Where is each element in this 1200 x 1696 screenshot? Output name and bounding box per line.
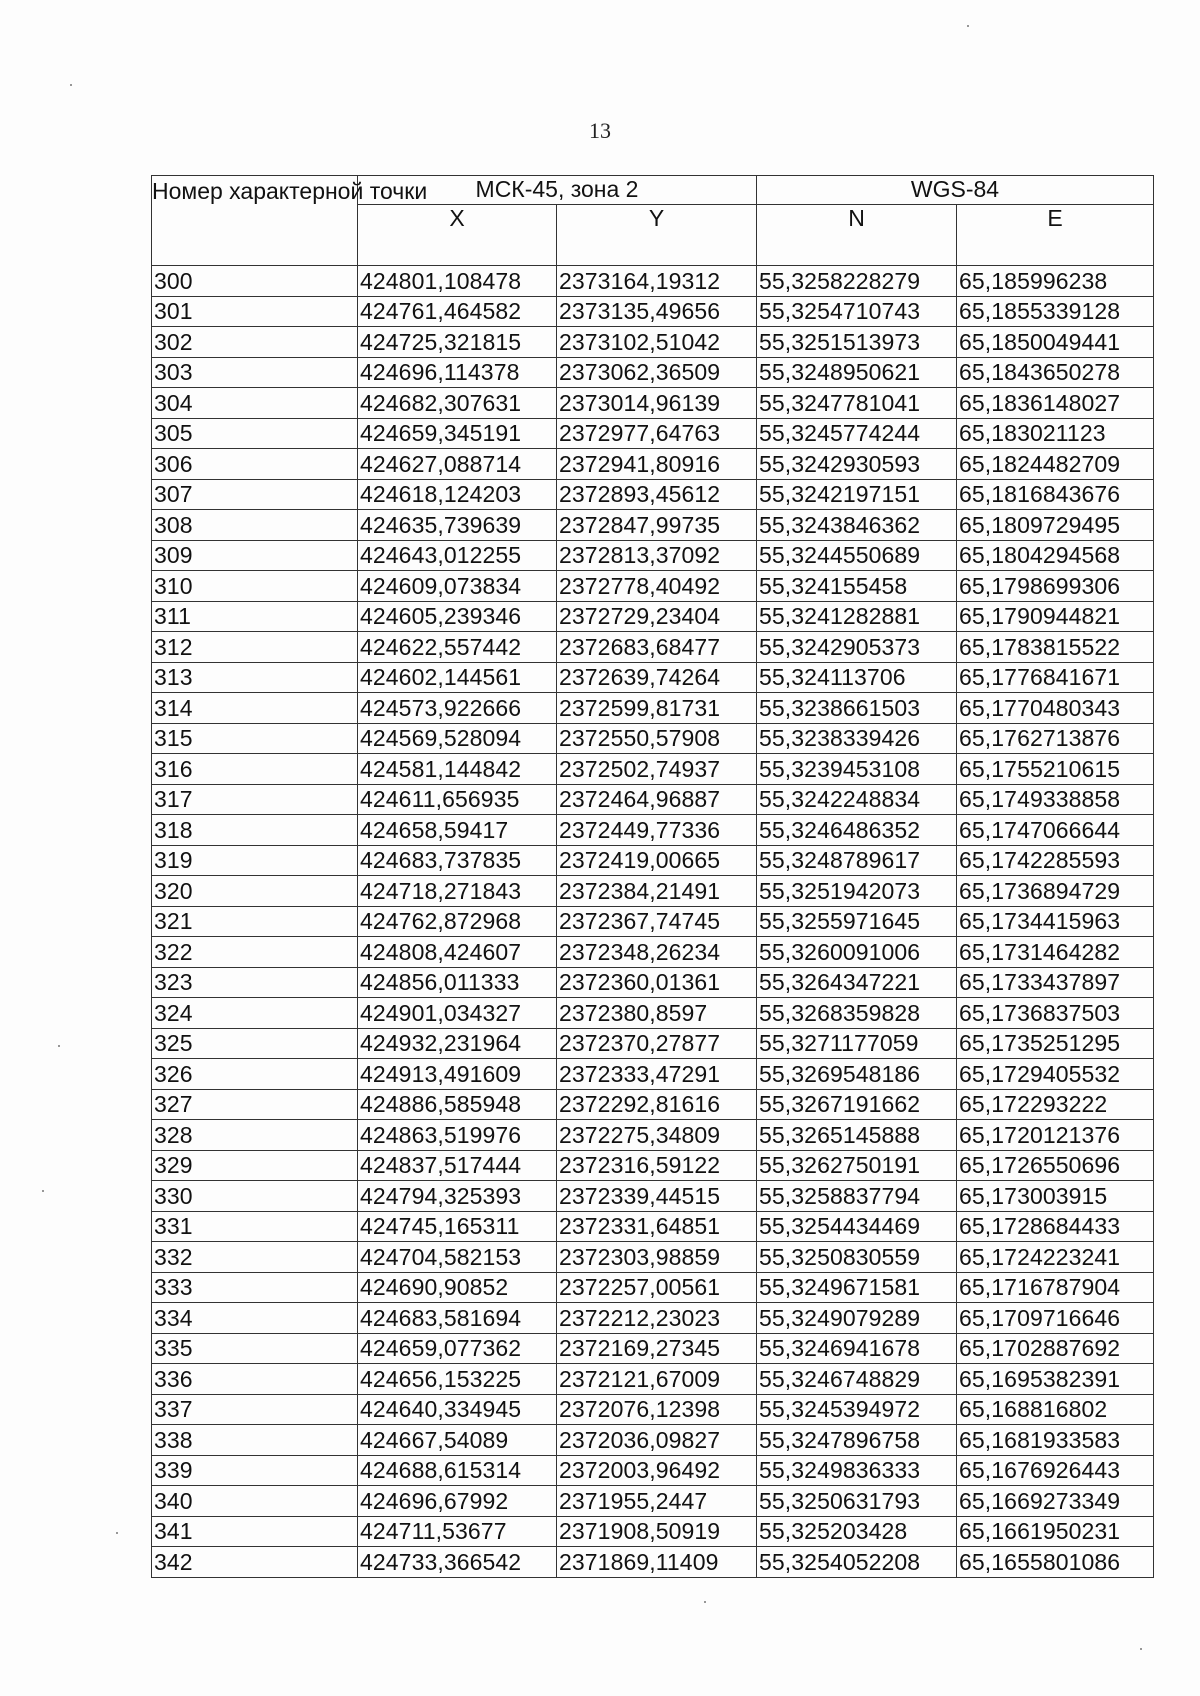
table-row: [152, 1272, 1154, 1303]
y-cell: 2372316,59122: [557, 1150, 757, 1181]
table-row: [152, 357, 1154, 388]
table-row: [152, 1333, 1154, 1364]
n-cell: 55,3254434469: [757, 1211, 957, 1242]
n-cell: 55,324113706: [757, 662, 957, 693]
n-cell: 55,3242197151: [757, 479, 957, 510]
y-cell: 2372449,77336: [557, 815, 757, 846]
e-cell: 65,1681933583: [957, 1425, 1154, 1456]
scan-speck: [70, 84, 72, 86]
n-cell: 55,3241282881: [757, 601, 957, 632]
x-cell: 424696,114378: [358, 357, 557, 388]
x-cell: 424932,231964: [358, 1028, 557, 1059]
y-cell: 2372502,74937: [557, 754, 757, 785]
table-row: [152, 601, 1154, 632]
table-row: [152, 937, 1154, 968]
e-cell: 65,1855339128: [957, 296, 1154, 327]
x-cell: 424627,088714: [358, 449, 557, 480]
table-row: [152, 906, 1154, 937]
x-cell: 424667,54089: [358, 1425, 557, 1456]
x-cell: 424622,557442: [358, 632, 557, 663]
point-number-cell: 302: [152, 327, 358, 358]
e-cell: 65,1824482709: [957, 449, 1154, 480]
point-number-cell: 340: [152, 1486, 358, 1517]
point-number-cell: 338: [152, 1425, 358, 1456]
point-number-cell: 309: [152, 540, 358, 571]
e-cell: 65,1776841671: [957, 662, 1154, 693]
y-cell: 2372639,74264: [557, 662, 757, 693]
n-cell: 55,3268359828: [757, 998, 957, 1029]
e-cell: 65,1733437897: [957, 967, 1154, 998]
table-row: [152, 1516, 1154, 1547]
y-cell: 2372257,00561: [557, 1272, 757, 1303]
y-cell: 2372683,68477: [557, 632, 757, 663]
y-cell: 2372464,96887: [557, 784, 757, 815]
point-number-cell: 330: [152, 1181, 358, 1212]
e-cell: 65,1843650278: [957, 357, 1154, 388]
x-cell: 424745,165311: [358, 1211, 557, 1242]
x-cell: 424605,239346: [358, 601, 557, 632]
point-number-cell: 320: [152, 876, 358, 907]
e-cell: 65,1836148027: [957, 388, 1154, 419]
x-cell: 424808,424607: [358, 937, 557, 968]
header-point-number: Номер характерной точки: [152, 176, 358, 266]
n-cell: 55,3251942073: [757, 876, 957, 907]
point-number-cell: 341: [152, 1516, 358, 1547]
y-cell: 2373164,19312: [557, 266, 757, 297]
x-cell: 424683,737835: [358, 845, 557, 876]
table-row: [152, 1547, 1154, 1578]
x-cell: 424682,307631: [358, 388, 557, 419]
table-row: [152, 510, 1154, 541]
x-cell: 424837,517444: [358, 1150, 557, 1181]
table-row: [152, 815, 1154, 846]
point-number-cell: 306: [152, 449, 358, 480]
n-cell: 55,3264347221: [757, 967, 957, 998]
table-row: [152, 1486, 1154, 1517]
x-cell: 424801,108478: [358, 266, 557, 297]
e-cell: 65,1676926443: [957, 1455, 1154, 1486]
x-cell: 424683,581694: [358, 1303, 557, 1334]
scan-speck: [704, 1601, 706, 1603]
x-cell: 424901,034327: [358, 998, 557, 1029]
table-row: [152, 632, 1154, 663]
table-row: [152, 266, 1154, 297]
table-row: [152, 1059, 1154, 1090]
n-cell: 55,3243846362: [757, 510, 957, 541]
n-cell: 55,3238661503: [757, 693, 957, 724]
e-cell: 65,168816802: [957, 1394, 1154, 1425]
point-number-cell: 326: [152, 1059, 358, 1090]
x-cell: 424609,073834: [358, 571, 557, 602]
e-cell: 65,1850049441: [957, 327, 1154, 358]
point-number-cell: 325: [152, 1028, 358, 1059]
e-cell: 65,1755210615: [957, 754, 1154, 785]
point-number-cell: 314: [152, 693, 358, 724]
point-number-cell: 318: [152, 815, 358, 846]
x-cell: 424573,922666: [358, 693, 557, 724]
table-row: [152, 1211, 1154, 1242]
x-cell: 424656,153225: [358, 1364, 557, 1395]
n-cell: 55,3267191662: [757, 1089, 957, 1120]
y-cell: 2371908,50919: [557, 1516, 757, 1547]
e-cell: 65,1783815522: [957, 632, 1154, 663]
e-cell: 65,1726550696: [957, 1150, 1154, 1181]
e-cell: 65,1716787904: [957, 1272, 1154, 1303]
point-number-cell: 300: [152, 266, 358, 297]
point-number-cell: 313: [152, 662, 358, 693]
n-cell: 55,3250631793: [757, 1486, 957, 1517]
y-cell: 2372419,00665: [557, 845, 757, 876]
n-cell: 55,3271177059: [757, 1028, 957, 1059]
point-number-cell: 311: [152, 601, 358, 632]
n-cell: 55,3242930593: [757, 449, 957, 480]
x-cell: 424640,334945: [358, 1394, 557, 1425]
y-cell: 2371955,2447: [557, 1486, 757, 1517]
e-cell: 65,1729405532: [957, 1059, 1154, 1090]
x-cell: 424688,615314: [358, 1455, 557, 1486]
point-number-cell: 339: [152, 1455, 358, 1486]
point-number-cell: 317: [152, 784, 358, 815]
y-cell: 2372212,23023: [557, 1303, 757, 1334]
page-number: 13: [589, 118, 611, 143]
table-body: [152, 266, 1154, 1578]
header-msk-45-zone-2: МСК-45, зона 2: [358, 176, 757, 205]
table-row: [152, 1425, 1154, 1456]
point-number-cell: 315: [152, 723, 358, 754]
table-row: [152, 571, 1154, 602]
y-cell: 2372331,64851: [557, 1211, 757, 1242]
y-cell: 2372380,8597: [557, 998, 757, 1029]
y-cell: 2372275,34809: [557, 1120, 757, 1151]
e-cell: 65,1816843676: [957, 479, 1154, 510]
y-cell: 2372367,74745: [557, 906, 757, 937]
header-n: N: [757, 205, 957, 266]
table-row: [152, 754, 1154, 785]
e-cell: 65,1749338858: [957, 784, 1154, 815]
point-number-cell: 337: [152, 1394, 358, 1425]
point-number-cell: 327: [152, 1089, 358, 1120]
x-cell: 424762,872968: [358, 906, 557, 937]
n-cell: 55,3265145888: [757, 1120, 957, 1151]
e-cell: 65,1770480343: [957, 693, 1154, 724]
y-cell: 2372003,96492: [557, 1455, 757, 1486]
table-row: [152, 388, 1154, 419]
point-number-cell: 335: [152, 1333, 358, 1364]
y-cell: 2372977,64763: [557, 418, 757, 449]
e-cell: 65,172293222: [957, 1089, 1154, 1120]
n-cell: 55,325203428: [757, 1516, 957, 1547]
point-number-cell: 331: [152, 1211, 358, 1242]
e-cell: 65,1695382391: [957, 1364, 1154, 1395]
y-cell: 2373135,49656: [557, 296, 757, 327]
table-row: [152, 1303, 1154, 1334]
table-row: [152, 1028, 1154, 1059]
point-number-cell: 321: [152, 906, 358, 937]
e-cell: 65,1655801086: [957, 1547, 1154, 1578]
n-cell: 55,3262750191: [757, 1150, 957, 1181]
header-y: Y: [557, 205, 757, 266]
table-row: [152, 418, 1154, 449]
n-cell: 55,3242905373: [757, 632, 957, 663]
n-cell: 55,3245774244: [757, 418, 957, 449]
n-cell: 55,3242248834: [757, 784, 957, 815]
e-cell: 65,183021123: [957, 418, 1154, 449]
n-cell: 55,3246486352: [757, 815, 957, 846]
n-cell: 55,3248950621: [757, 357, 957, 388]
e-cell: 65,1735251295: [957, 1028, 1154, 1059]
e-cell: 65,1747066644: [957, 815, 1154, 846]
e-cell: 65,1728684433: [957, 1211, 1154, 1242]
point-number-cell: 310: [152, 571, 358, 602]
n-cell: 55,3258837794: [757, 1181, 957, 1212]
table-row: [152, 1394, 1154, 1425]
e-cell: 65,1798699306: [957, 571, 1154, 602]
n-cell: 55,324155458: [757, 571, 957, 602]
table-row: [152, 1089, 1154, 1120]
point-number-cell: 305: [152, 418, 358, 449]
x-cell: 424704,582153: [358, 1242, 557, 1273]
point-number-cell: 342: [152, 1547, 358, 1578]
scan-speck: [1140, 1648, 1142, 1650]
n-cell: 55,3247896758: [757, 1425, 957, 1456]
y-cell: 2373102,51042: [557, 327, 757, 358]
table-row: [152, 1364, 1154, 1395]
e-cell: 65,185996238: [957, 266, 1154, 297]
point-number-cell: 332: [152, 1242, 358, 1273]
n-cell: 55,3260091006: [757, 937, 957, 968]
n-cell: 55,3255971645: [757, 906, 957, 937]
n-cell: 55,3254052208: [757, 1547, 957, 1578]
x-cell: 424618,124203: [358, 479, 557, 510]
y-cell: 2372348,26234: [557, 937, 757, 968]
e-cell: 65,1736837503: [957, 998, 1154, 1029]
n-cell: 55,3254710743: [757, 296, 957, 327]
header-x: X: [358, 205, 557, 266]
e-cell: 65,1724223241: [957, 1242, 1154, 1273]
point-number-cell: 319: [152, 845, 358, 876]
n-cell: 55,3269548186: [757, 1059, 957, 1090]
table-row: [152, 1242, 1154, 1273]
table-row: [152, 1455, 1154, 1486]
header-e: E: [957, 205, 1154, 266]
point-number-cell: 336: [152, 1364, 358, 1395]
x-cell: 424569,528094: [358, 723, 557, 754]
x-cell: 424659,345191: [358, 418, 557, 449]
e-cell: 65,1734415963: [957, 906, 1154, 937]
point-number-cell: 334: [152, 1303, 358, 1334]
point-number-cell: 322: [152, 937, 358, 968]
point-number-cell: 308: [152, 510, 358, 541]
table-row: [152, 784, 1154, 815]
point-number-cell: 307: [152, 479, 358, 510]
x-cell: 424643,012255: [358, 540, 557, 571]
x-cell: 424635,739639: [358, 510, 557, 541]
scan-speck: [58, 1045, 60, 1047]
x-cell: 424725,321815: [358, 327, 557, 358]
y-cell: 2372121,67009: [557, 1364, 757, 1395]
x-cell: 424611,656935: [358, 784, 557, 815]
n-cell: 55,3249671581: [757, 1272, 957, 1303]
x-cell: 424602,144561: [358, 662, 557, 693]
table-row: [152, 845, 1154, 876]
y-cell: 2372813,37092: [557, 540, 757, 571]
y-cell: 2372893,45612: [557, 479, 757, 510]
x-cell: 424659,077362: [358, 1333, 557, 1364]
scan-speck: [42, 1190, 44, 1192]
e-cell: 65,1804294568: [957, 540, 1154, 571]
e-cell: 65,1731464282: [957, 937, 1154, 968]
table-header: [152, 176, 1154, 266]
point-number-cell: 316: [152, 754, 358, 785]
point-number-cell: 323: [152, 967, 358, 998]
x-cell: 424658,59417: [358, 815, 557, 846]
table-row: [152, 449, 1154, 480]
x-cell: 424913,491609: [358, 1059, 557, 1090]
point-number-cell: 301: [152, 296, 358, 327]
y-cell: 2372778,40492: [557, 571, 757, 602]
n-cell: 55,3244550689: [757, 540, 957, 571]
point-number-cell: 303: [152, 357, 358, 388]
x-cell: 424761,464582: [358, 296, 557, 327]
table-row: [152, 693, 1154, 724]
e-cell: 65,1661950231: [957, 1516, 1154, 1547]
table-row: [152, 540, 1154, 571]
x-cell: 424886,585948: [358, 1089, 557, 1120]
x-cell: 424711,53677: [358, 1516, 557, 1547]
y-cell: 2372941,80916: [557, 449, 757, 480]
point-number-cell: 324: [152, 998, 358, 1029]
table-row: [152, 876, 1154, 907]
n-cell: 55,3246748829: [757, 1364, 957, 1395]
y-cell: 2372599,81731: [557, 693, 757, 724]
n-cell: 55,3249079289: [757, 1303, 957, 1334]
x-cell: 424696,67992: [358, 1486, 557, 1517]
x-cell: 424856,011333: [358, 967, 557, 998]
y-cell: 2372303,98859: [557, 1242, 757, 1273]
y-cell: 2372333,47291: [557, 1059, 757, 1090]
x-cell: 424863,519976: [358, 1120, 557, 1151]
e-cell: 65,1720121376: [957, 1120, 1154, 1151]
e-cell: 65,1762713876: [957, 723, 1154, 754]
y-cell: 2372370,27877: [557, 1028, 757, 1059]
y-cell: 2372729,23404: [557, 601, 757, 632]
point-number-cell: 333: [152, 1272, 358, 1303]
table-row: [152, 662, 1154, 693]
point-number-cell: 329: [152, 1150, 358, 1181]
scan-speck: [116, 1532, 118, 1534]
x-cell: 424690,90852: [358, 1272, 557, 1303]
coordinates-table: [151, 175, 1154, 1578]
table-row: [152, 998, 1154, 1029]
table-row: [152, 967, 1154, 998]
point-number-cell: 304: [152, 388, 358, 419]
x-cell: 424718,271843: [358, 876, 557, 907]
scan-speck: [967, 25, 969, 27]
y-cell: 2373014,96139: [557, 388, 757, 419]
table-row: [152, 479, 1154, 510]
n-cell: 55,3250830559: [757, 1242, 957, 1273]
e-cell: 65,1702887692: [957, 1333, 1154, 1364]
n-cell: 55,3239453108: [757, 754, 957, 785]
n-cell: 55,3258228279: [757, 266, 957, 297]
y-cell: 2372076,12398: [557, 1394, 757, 1425]
point-number-cell: 312: [152, 632, 358, 663]
e-cell: 65,1742285593: [957, 845, 1154, 876]
n-cell: 55,3249836333: [757, 1455, 957, 1486]
table-row: [152, 1120, 1154, 1151]
e-cell: 65,1736894729: [957, 876, 1154, 907]
table-row: [152, 1150, 1154, 1181]
y-cell: 2372169,27345: [557, 1333, 757, 1364]
x-cell: 424794,325393: [358, 1181, 557, 1212]
n-cell: 55,3245394972: [757, 1394, 957, 1425]
table-row: [152, 327, 1154, 358]
y-cell: 2372550,57908: [557, 723, 757, 754]
header-wgs-84: WGS-84: [757, 176, 1154, 205]
y-cell: 2372360,01361: [557, 967, 757, 998]
y-cell: 2372292,81616: [557, 1089, 757, 1120]
n-cell: 55,3246941678: [757, 1333, 957, 1364]
e-cell: 65,173003915: [957, 1181, 1154, 1212]
n-cell: 55,3251513973: [757, 327, 957, 358]
table-row: [152, 723, 1154, 754]
e-cell: 65,1809729495: [957, 510, 1154, 541]
n-cell: 55,3248789617: [757, 845, 957, 876]
x-cell: 424733,366542: [358, 1547, 557, 1578]
y-cell: 2372847,99735: [557, 510, 757, 541]
table-row: [152, 296, 1154, 327]
table-row: [152, 1181, 1154, 1212]
e-cell: 65,1669273349: [957, 1486, 1154, 1517]
e-cell: 65,1709716646: [957, 1303, 1154, 1334]
e-cell: 65,1790944821: [957, 601, 1154, 632]
y-cell: 2372339,44515: [557, 1181, 757, 1212]
n-cell: 55,3247781041: [757, 388, 957, 419]
y-cell: 2372384,21491: [557, 876, 757, 907]
y-cell: 2373062,36509: [557, 357, 757, 388]
point-number-cell: 328: [152, 1120, 358, 1151]
x-cell: 424581,144842: [358, 754, 557, 785]
y-cell: 2372036,09827: [557, 1425, 757, 1456]
y-cell: 2371869,11409: [557, 1547, 757, 1578]
n-cell: 55,3238339426: [757, 723, 957, 754]
